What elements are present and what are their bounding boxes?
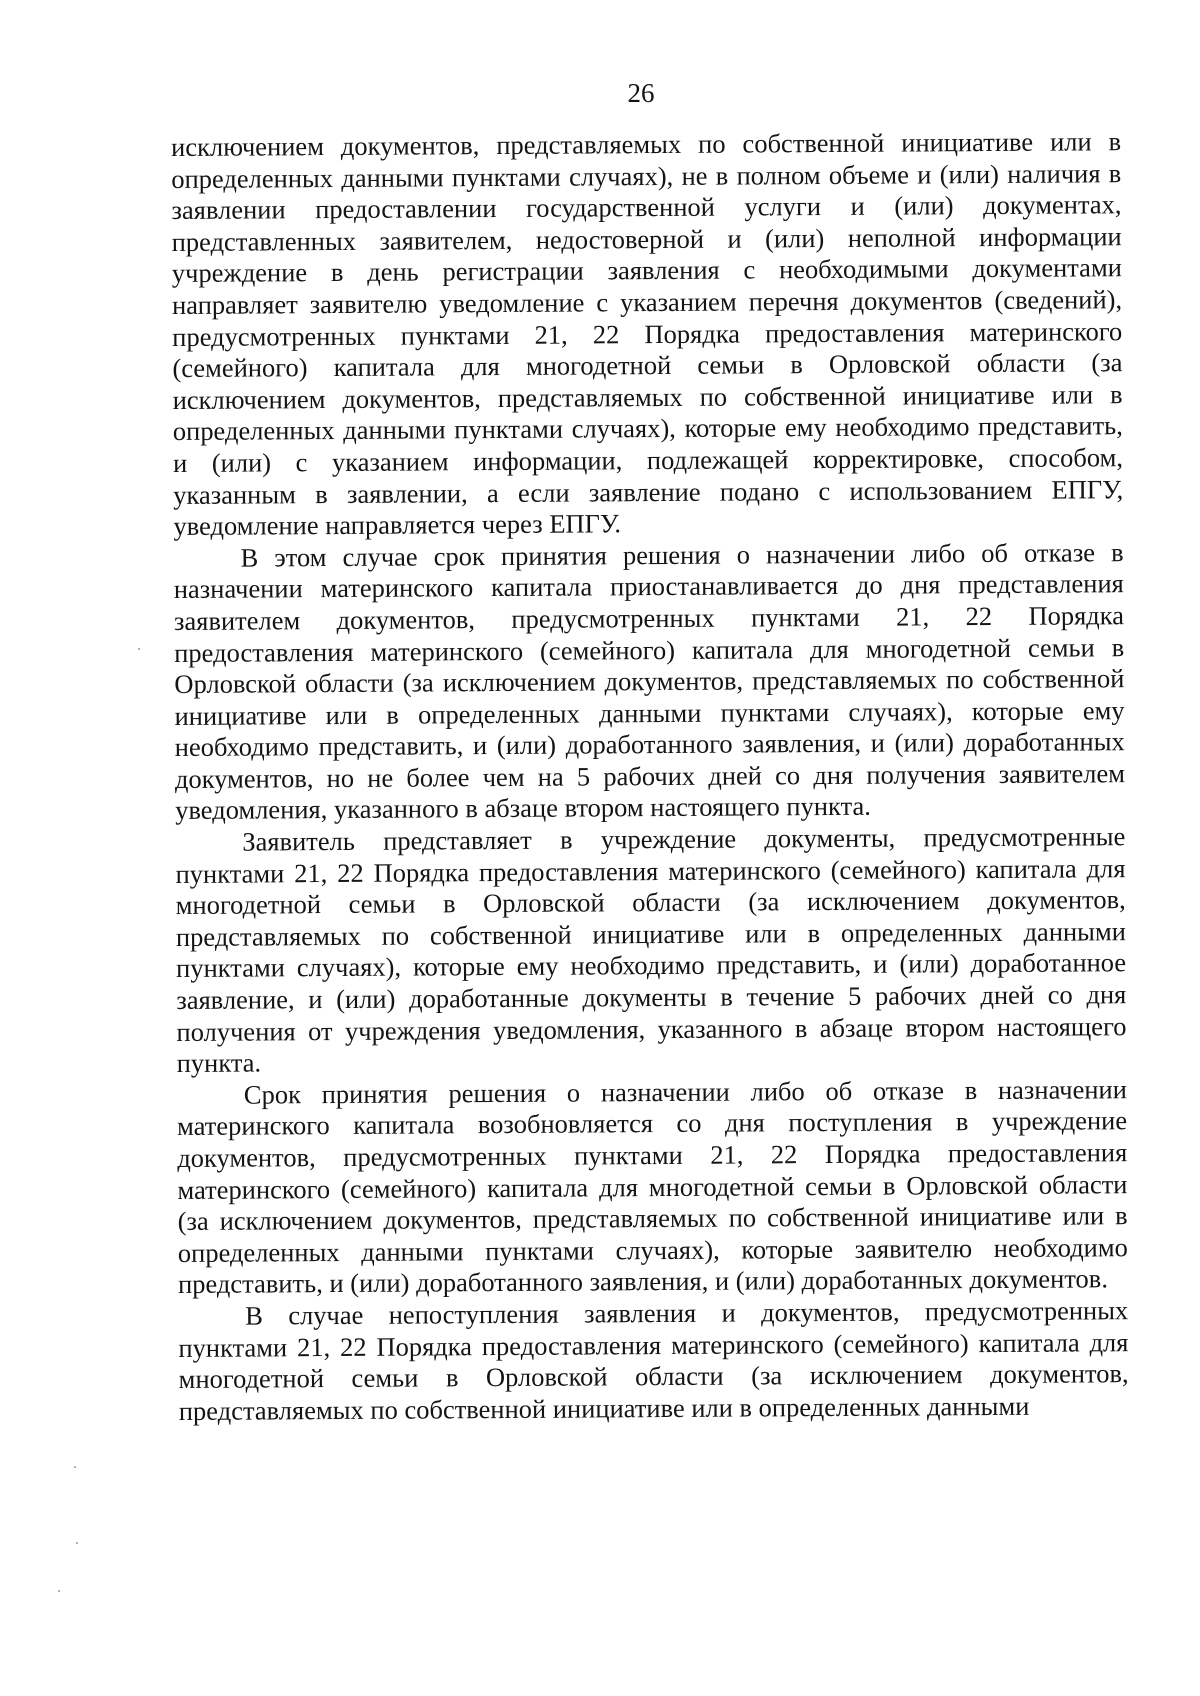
paragraph-applicant-submits: Заявитель представляет в учреждение документы, предусмотренные пунктами 21, 22 Порядка предоставления материнского (семейного) капитала для многодетной семьи в Орловской области (за исключением документов, представляемых по собственной инициативе или в определенных данными пунктами случаях), которые ему необходимо представить, и (или) доработанное заявление, и (или) доработанные документы в течение 5 рабочих дней со дня получения от учреждения уведомления, указанного в абзаце втором настоящего пункта. (175, 821, 1127, 1079)
scan-speck (138, 648, 140, 650)
paragraph-non-receipt: В случае непоступления заявления и документов, предусмотренных пунктами 21, 22 Порядка предоставления материнского (семейного) капитала для многодетной семьи в Орловской области (за исключением документов, представляемых по собственной инициативе или в определенных данными (178, 1295, 1129, 1426)
paragraph-term-resumed: Срок принятия решения о назначении либо об отказе в назначении материнского капитала возобновляется со дня поступления в учреждение документов, предусмотренных пунктами 21, 22 Порядка предоставления материнского (семейного) капитала для многодетной семьи в Орловской области (за исключением документов, представляемых по собственной инициативе или в определенных данными пунктами случаях), которые заявителю необходимо представить, и (или) доработанного заявления, и (или) доработанных документов. (176, 1073, 1128, 1300)
scan-speck (58, 1590, 60, 1592)
paragraph-continued: исключением документов, представляемых по собственной инициативе или в определенных данными пунктами случаях), не в полном объеме и (или) наличия в заявлении предоставлении государственной услуги и (или) документах, представленных заявителем, недостоверной и (или) неполной информации учреждение в день регистрации заявления с необходимыми документами направляет заявителю уведомление с указанием перечня документов (сведений), предусмотренных пунктами 21, 22 Порядка предоставления материнского (семейного) капитала для многодетной семьи в Орловской области (за исключением документов, представляемых по собственной инициативе или в определенных данными пунктами случаях), которые ему необходимо представить, и (или) с указанием информации, подлежащей корректировке, способом, указанным в заявлении, а если заявление подано с использованием ЕПГУ, уведомление направляется через ЕПГУ. (171, 126, 1124, 542)
paragraph-suspension-of-term: В этом случае срок принятия решения о назначении либо об отказе в назначении материнского капитала приостанавливается до дня представления заявителем документов, предусмотренных пунктами 21, 22 Порядка предоставления материнского (семейного) капитала для многодетной семьи в Орловской области (за исключением документов, представляемых по собственной инициативе или в определенных данными пунктами случаях), которые ему необходимо представить, и (или) доработанного заявления, и (или) доработанных документов, но не более чем на 5 рабочих дней со дня получения заявителем уведомления, указанного в абзаце втором настоящего пункта. (173, 536, 1126, 826)
page-number: 26 (627, 78, 655, 108)
document-body (171, 126, 1129, 1427)
scan-speck (74, 1466, 76, 1468)
scan-speck (76, 1542, 78, 1544)
